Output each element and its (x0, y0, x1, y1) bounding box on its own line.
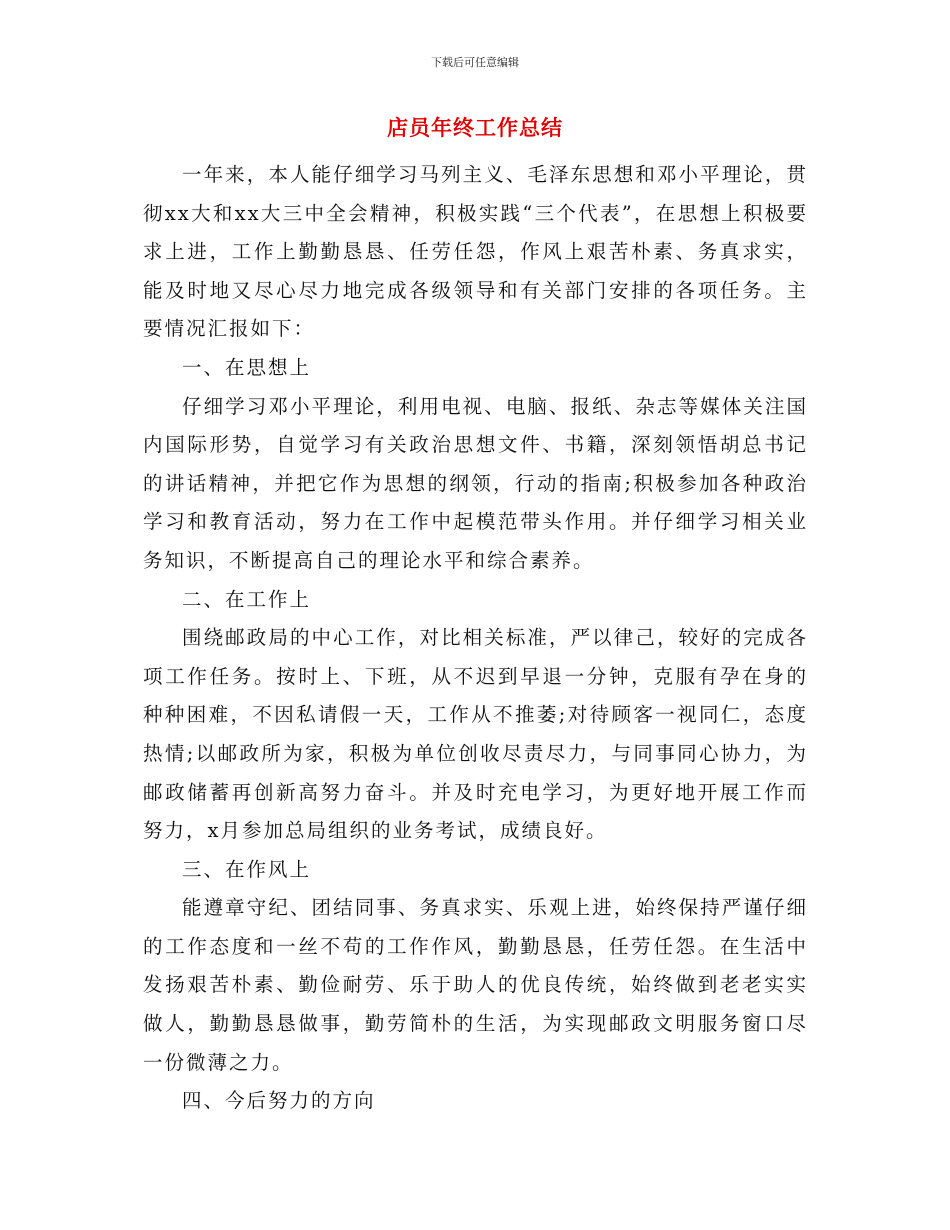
section-paragraph-work: 围绕邮政局的中心工作，对比相关标准，严以律己，较好的完成各项工作任务。按时上、下班，从不迟到早退一分钟，克服有孕在身的种种困难，不因私请假一天，工作从不推萎;对待顾客一视同仁，态度热情;以邮政所为家，积极为单位创收尽责尽力，与同事同心协力，为邮政储蓄再创新高努力奋斗。并及时充电学习，为更好地开展工作而努力，x月参加总局组织的业务考试，成绩良好。 (143, 626, 808, 843)
intro-paragraph: 一年来，本人能仔细学习马列主义、毛泽东思想和邓小平理论，贯彻xx大和xx大三中全会精神，积极实践“三个代表”，在思想上积极要求上进，工作上勤勤恳恳、任劳任怨，作风上艰苦朴素、务真求实，能及时地又尽心尽力地完成各级领导和有关部门安排的各项任务。主要情况汇报如下： (143, 163, 808, 341)
section-paragraph-thought: 仔细学习邓小平理论，利用电视、电脑、报纸、杂志等媒体关注国内国际形势，自觉学习有关政治思想文件、书籍，深刻领悟胡总书记的讲话精神，并把它作为思想的纲领，行动的指南;积极参加各种政治学习和教育活动，努力在工作中起模范带头作用。并仔细学习相关业务知识，不断提高自己的理论水平和综合素养。 (143, 394, 808, 572)
document-title: 店员年终工作总结 (387, 115, 563, 140)
section-heading-thought: 一、在思想上 (182, 355, 312, 379)
document-body (143, 156, 808, 1121)
header-note: 下载后可任意编辑 (431, 56, 519, 69)
section-heading-future: 四、今后努力的方向 (182, 1089, 376, 1113)
section-heading-work: 二、在工作上 (182, 587, 312, 611)
section-heading-style: 三、在作风上 (182, 857, 312, 881)
section-paragraph-style: 能遵章守纪、团结同事、务真求实、乐观上进，始终保持严谨仔细的工作态度和一丝不苟的工作作风，勤勤恳恳，任劳任怨。在生活中发扬艰苦朴素、勤俭耐劳、乐于助人的优良传统，始终做到老老实实做人，勤勤恳恳做事，勤劳简朴的生活，为实现邮政文明服务窗口尽一份微薄之力。 (143, 896, 808, 1074)
